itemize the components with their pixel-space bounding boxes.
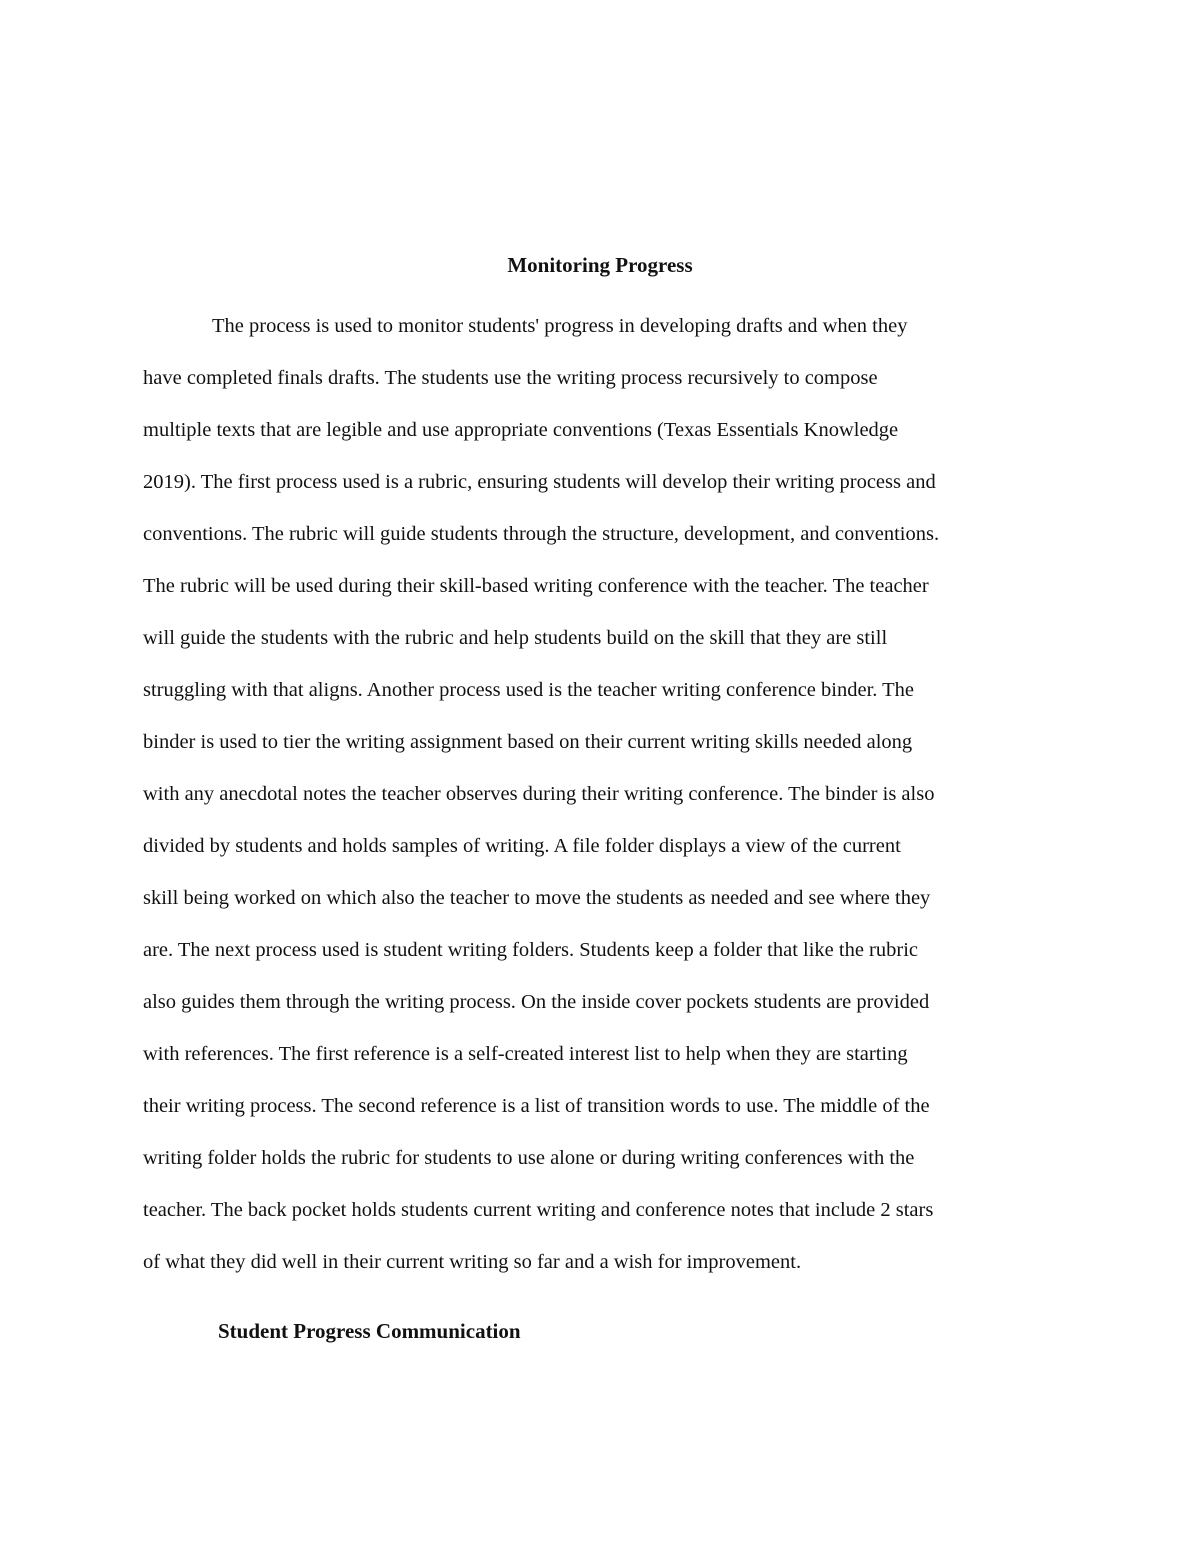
paragraph-line: The process is used to monitor students' progress in developing drafts and when they <box>212 315 908 337</box>
paragraph-line: divided by students and holds samples of writing. A file folder displays a view of the current <box>143 835 901 857</box>
paragraph-line: 2019). The first process used is a rubric, ensuring students will develop their writing process and <box>143 471 936 493</box>
paragraph-line: also guides them through the writing process. On the inside cover pockets students are provided <box>143 991 930 1013</box>
paragraph-line: conventions. The rubric will guide students through the structure, development, and conventions. <box>143 523 940 545</box>
paragraph-line: The rubric will be used during their skill-based writing conference with the teacher. The teacher <box>143 575 929 597</box>
paragraph-line: skill being worked on which also the teacher to move the students as needed and see where they <box>143 887 931 909</box>
paragraph-line: teacher. The back pocket holds students current writing and conference notes that include 2 stars <box>143 1199 934 1221</box>
subsection-heading: Student Progress Communication <box>218 1319 521 1343</box>
paragraph-line: will guide the students with the rubric and help students build on the skill that they are still <box>143 627 888 649</box>
paragraph-line: are. The next process used is student writing folders. Students keep a folder that like the rubric <box>143 939 918 961</box>
paragraph-line: with any anecdotal notes the teacher observes during their writing conference. The binder is also <box>143 783 935 805</box>
paragraph-line: struggling with that aligns. Another process used is the teacher writing conference binder. The <box>143 679 915 701</box>
paragraph-line: writing folder holds the rubric for students to use alone or during writing conferences with the <box>143 1147 915 1169</box>
paragraph-line: of what they did well in their current writing so far and a wish for improvement. <box>143 1251 802 1273</box>
paragraph-line: their writing process. The second reference is a list of transition words to use. The middle of the <box>143 1095 930 1117</box>
paragraph-line: have completed finals drafts. The students use the writing process recursively to compose <box>143 367 878 389</box>
paragraph-line: binder is used to tier the writing assignment based on their current writing skills needed along <box>143 731 913 753</box>
paragraph-line: with references. The first reference is a self-created interest list to help when they are starting <box>143 1043 908 1065</box>
section-heading: Monitoring Progress <box>507 253 693 277</box>
paragraph-line: multiple texts that are legible and use appropriate conventions (Texas Essentials Knowledge <box>143 419 899 441</box>
